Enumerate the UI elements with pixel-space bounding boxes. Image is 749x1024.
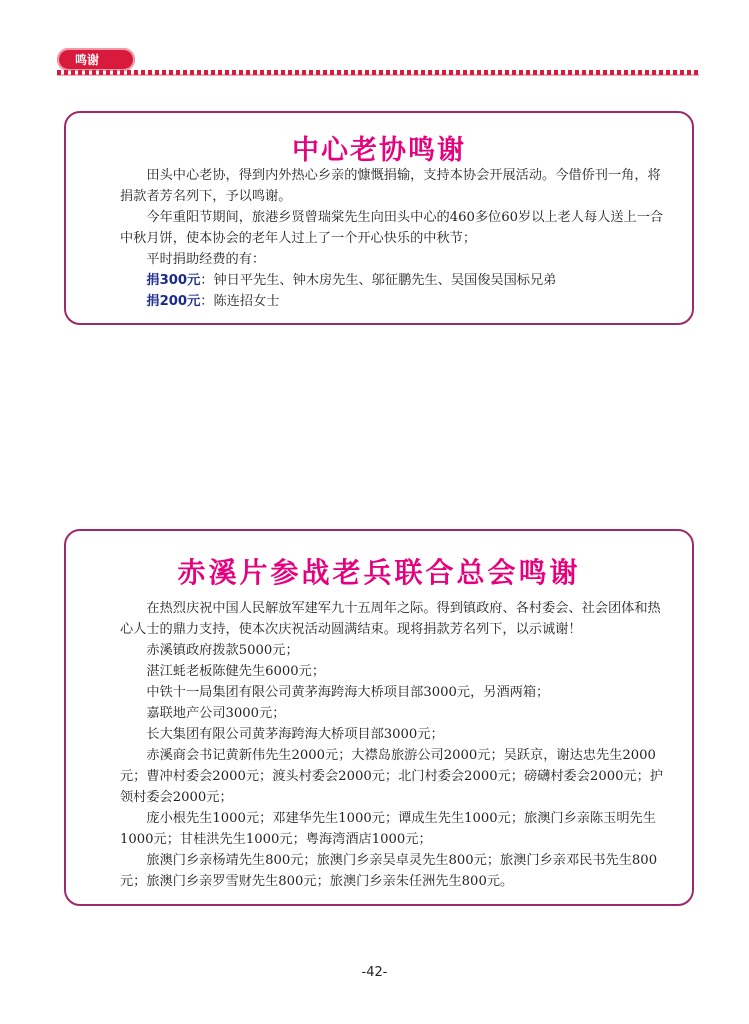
panel1-paragraph: 田头中心老协，得到内外热心乡亲的慷慨捐输，支持本协会开展活动。今借侨刊一角，将捐款者芳名列下，予以鸣谢。 [120, 168, 661, 204]
panel2-paragraph: 在热烈庆祝中国人民解放军建军九十五周年之际。得到镇政府、各村委会、社会团体和热心人士的鼎力支持，使本次庆祝活动圆满结束。现将捐款芳名列下，以示诚谢！ [120, 601, 661, 637]
panel1-body [120, 165, 666, 312]
panel2-paragraph: 湛江蚝老板陈健先生6000元； [146, 664, 326, 679]
panel2-paragraph: 长大集团有限公司黄茅海跨海大桥项目部3000元； [146, 727, 444, 742]
panel2-title: 赤溪片参战老兵联合总会鸣谢 [177, 556, 581, 589]
donation-line [120, 270, 666, 291]
donor-names: ：钟日平先生、钟木房先生、邬征鹏先生、吴国俊吴国标兄弟 [200, 273, 557, 288]
panel2-paragraph: 中铁十一局集团有限公司黄茅海跨海大桥项目部3000元，另酒两箱； [146, 685, 550, 700]
donation-amount: 捐200元 [146, 294, 201, 309]
panel2-paragraph: 嘉联地产公司3000元； [146, 706, 286, 721]
veterans-association-panel [64, 529, 694, 906]
panel2-paragraph: 赤溪镇政府拨款5000元； [146, 643, 299, 658]
panel1-paragraph: 平时捐助经费的有： [146, 252, 266, 267]
section-tag-label: 鸣谢 [75, 53, 100, 67]
donation-line [120, 291, 666, 312]
panel2-paragraph: 旅澳门乡亲杨靖先生800元；旅澳门乡亲吴卓灵先生800元；旅澳门乡亲邓民书先生800元；旅澳门乡亲罗雪财先生800元；旅澳门乡亲朱任洲先生800元。 [120, 853, 658, 889]
donation-amount: 捐300元 [146, 273, 201, 288]
header-divider-shadow [57, 74, 699, 76]
section-tag [57, 48, 135, 71]
panel2-paragraph: 庞小根先生1000元；邓建华先生1000元；谭成生先生1000元；旅澳门乡亲陈玉明先生1000元；甘桂洪先生1000元；粤海湾酒店1000元； [120, 811, 656, 847]
panel1-paragraph: 今年重阳节期间，旅港乡贤曾瑞棠先生向田头中心的460多位60岁以上老人每人送上一合中秋月饼，使本协会的老年人过上了一个开心快乐的中秋节； [120, 210, 664, 246]
donor-names: ：陈连招女士 [200, 294, 280, 309]
page-number: -42- [361, 965, 388, 980]
elderly-association-panel [64, 111, 694, 325]
panel2-body [120, 598, 666, 892]
panel2-paragraph: 赤溪商会书记黄新伟先生2000元；大襟岛旅游公司2000元；吴跃京，谢达忠先生2000元；曹冲村委会2000元；渡头村委会2000元；北门村委会2000元；磅礴村委会2000元；护领村委会2000元； [120, 748, 664, 805]
panel1-title: 中心老协鸣谢 [292, 135, 466, 166]
